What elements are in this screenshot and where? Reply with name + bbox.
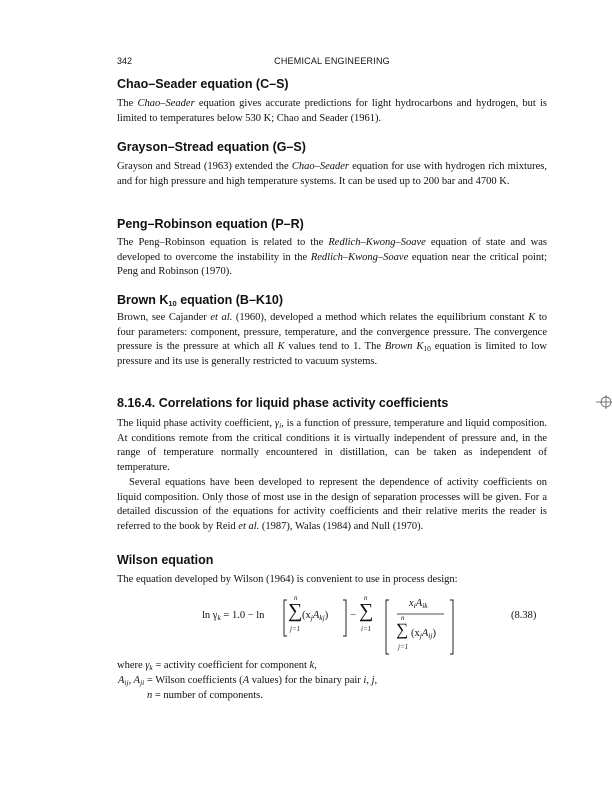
heading-peng-robinson: Peng–Robinson equation (P–R) xyxy=(117,217,304,231)
sum-3-lower: j=1 xyxy=(398,643,409,651)
heading-chao-seader: Chao–Seader equation (C–S) xyxy=(117,77,289,91)
sum-3-upper: n xyxy=(401,614,405,622)
equation-number: (8.38) xyxy=(511,610,537,621)
page-number: 342 xyxy=(117,56,133,66)
paragraph-several-equations: Several equations have been developed to represent the dependence of activity coefficients on liquid composition. Only those of most use in the design of separation processes will be given. For a detailed discussion of the equations for activity coefficients and their relative merits the reader is referred to the book by Reid et al. (1987), Walas (1984) and Null (1970). xyxy=(117,477,547,532)
running-title: CHEMICAL ENGINEERING xyxy=(274,56,390,66)
equation-lhs: $\ln \gamma_k = 1.0 - \ln$ xyxy=(202,610,265,622)
sum-2-upper: n xyxy=(364,594,368,602)
heading-brown-k10: Brown $K_{10}$ equation (B–K10) xyxy=(117,293,283,308)
equation-brackets xyxy=(117,588,547,660)
sum-1-lower: j=1 xyxy=(290,625,301,633)
paragraph-activity-coefficient: The liquid phase activity coefficient, $\gamma_i$, is a function of pressure, temperature and liquid composition. At conditions remote from the critical conditions it is virtually independent of pressure and, in the range of temperature normally encountered in distillation, can be taken as independent of temperature. xyxy=(117,418,547,473)
fraction-denominator-term: $(x_jA_{ij})$ xyxy=(411,628,436,640)
paragraph-chao-seader: The Chao–Seader equation gives accurate predictions for light hydrocarbons and hydrogen, but is limited to temperatures below 530 K; Chao and Seader (1961). xyxy=(117,98,547,124)
heading-wilson-equation: Wilson equation xyxy=(117,553,214,567)
sum-1-term: $(x_jA_{kj})$ xyxy=(302,610,329,622)
equation-8-38 xyxy=(117,588,547,660)
crop-mark-icon xyxy=(592,392,612,412)
sum-2-lower: i=1 xyxy=(361,625,372,633)
definition-wilson-coefficients: $A_{ij}$, $A_{ji}$ = Wilson coefficients (A values) for the binary pair i, j, xyxy=(118,675,378,687)
definition-gamma: where $\gamma_k$ = activity coefficient for component k, xyxy=(117,660,317,672)
equation-minus: − xyxy=(350,610,356,621)
paragraph-peng-robinson: The Peng–Robinson equation is related to the Redlich–Kwong–Soave equation of state and was developed to overcome the instability in the Redlich–Kwong–Soave equation near the critical point; Peng and Robinson (1970). xyxy=(117,237,548,278)
heading-grayson-stread: Grayson–Stread equation (G–S) xyxy=(117,140,306,154)
paragraph-grayson-stread: Grayson and Stread (1963) extended the Chao–Seader equation for use with hydrogen rich mixtures, and for high pressure and high temperature systems. It can be used up to 200 bar and 4700 K. xyxy=(117,161,548,187)
heading-section-8-16-4: 8.16.4. Correlations for liquid phase activity coefficients xyxy=(117,396,449,410)
fraction-numerator: $x_iA_{ik}$ xyxy=(409,598,428,610)
paragraph-wilson-intro: The equation developed by Wilson (1964) is convenient to use in process design: xyxy=(117,574,458,585)
paragraph-brown-k10: Brown, see Cajander et al. (1960), developed a method which relates the equilibrium constant K to four parameters: component, pressure, temperature, and the convergence pressure. The convergence pressure is the pressure at which all K values tend to 1. The Brown $K_{10}$ equation is limited to low pressure and its use is generally restricted to vacuum systems. xyxy=(117,312,548,367)
sum-2-sigma: ∑ xyxy=(359,600,374,622)
sum-3-sigma: ∑ xyxy=(396,620,409,639)
sum-1-sigma: ∑ xyxy=(288,600,303,622)
page-header xyxy=(117,56,547,70)
definition-n: n = number of components. xyxy=(147,690,263,701)
sum-1-upper: n xyxy=(294,594,298,602)
